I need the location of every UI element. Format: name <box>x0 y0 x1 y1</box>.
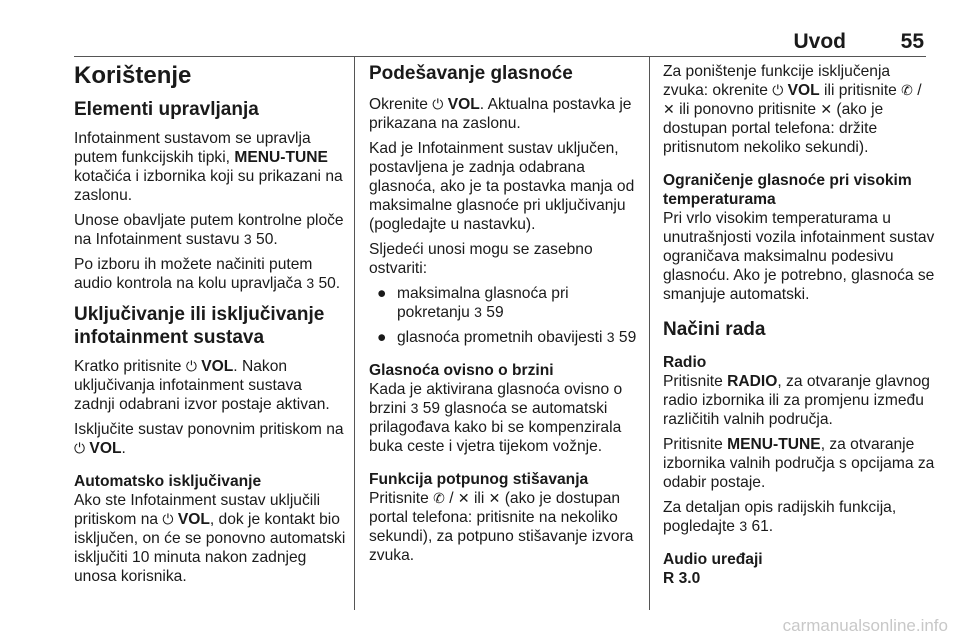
subsection-title-ukljucivanje: Uključivanje ili isključivanje infotainment sustava <box>74 304 325 348</box>
column-divider-1 <box>354 57 355 610</box>
power-icon: ⏻ <box>772 82 784 98</box>
heading-audio: Audio uređaji <box>663 551 763 568</box>
mute-icon: ✕ <box>488 490 501 506</box>
paragraph: Unose obavljate putem kontrolne ploče na Infotainment sustavu 3 50. <box>74 212 344 248</box>
paragraph: Okrenite ⏻ VOL. Aktualna postavka je prikazana na zaslonu. <box>369 96 632 132</box>
list-item: ● glasnoća prometnih obavijesti 3 59 <box>377 329 637 346</box>
paragraph: Kratko pritisnite ⏻ VOL. Nakon uključivanja infotainment sustava zadnji odabrani izvor postaje aktivan. <box>74 358 330 413</box>
paragraph: Isključite sustav ponovnim pritiskom na ⏻ VOL. <box>74 421 344 457</box>
page-header <box>0 30 960 54</box>
heading-stisavanje: Funkcija potpunog stišavanja <box>369 471 589 488</box>
subsection-title-nacini: Načini rada <box>663 319 766 340</box>
paragraph: Po izboru ih možete načiniti putem audio kontrola na kolu upravljača 3 50. <box>74 256 341 292</box>
phone-icon: ✆ <box>901 82 913 98</box>
power-icon: ⏻ <box>162 511 174 527</box>
phone-icon: ✆ <box>433 490 445 506</box>
heading-temperature: Ograničenje glasnoće pri visokim temperaturama <box>663 172 912 208</box>
power-icon: ⏻ <box>74 440 86 456</box>
power-icon: ⏻ <box>185 358 197 374</box>
section-title: Korištenje <box>74 62 192 89</box>
column-3 <box>663 62 935 588</box>
paragraph: Kada je aktivirana glasnoća ovisno o brzini 3 59 glasnoća se automatski prilagođava kako bi se kompenzirala buka ceste i vjetra tijekom vožnje. <box>369 381 623 455</box>
power-icon: ⏻ <box>432 96 444 112</box>
paragraph: Kad je Infotainment sustav uključen, postavljena je zadnja odabrana glasnoća, ako je ta postavka manja od maksimalne glasnoće pri uključivanju (pogledajte u nastavku). <box>369 140 635 233</box>
page-ref-icon: 3 <box>739 518 748 534</box>
paragraph: Za poništenje funkcije isključenja zvuka: okrenite ⏻ VOL ili pritisnite ✆ / ✕ ili ponovno pritisnite ✕ (ako je dostupan portal telefona: držite pritisnutom nekoliko sekundi). <box>663 63 922 156</box>
page-ref-icon: 3 <box>410 400 419 416</box>
page-ref-icon: 3 <box>606 329 615 345</box>
paragraph: Za detaljan opis radijskih funkcija, pogledajte 3 61. <box>663 499 897 535</box>
heading-r30: R 3.0 <box>663 570 701 587</box>
chapter-title: Uvod <box>793 30 846 53</box>
subsection-title-glasnoca: Podešavanje glasnoće <box>369 63 573 84</box>
column-1 <box>74 62 346 592</box>
paragraph: Ako ste Infotainment sustav uključili pritiskom na ⏻ VOL, dok je kontakt bio isključen, on će se ponovno automatski isključiti 10 minuta nakon zadnjeg unosa korisnika. <box>74 492 346 585</box>
page-number: 55 <box>900 30 924 53</box>
mute-icon: ✕ <box>457 490 470 506</box>
paragraph: Infotainment sustavom se upravlja putem funkcijskih tipki, MENU-TUNE kotačića i izbornika koji su prikazani na zaslonu. <box>74 130 343 204</box>
column-2 <box>369 62 641 571</box>
page-ref-icon: 3 <box>243 231 252 247</box>
paragraph: Sljedeći unosi mogu se zasebno ostvariti: <box>369 241 593 277</box>
page-ref-icon: 3 <box>474 304 482 320</box>
list-item: ● maksimalna glasnoća pri pokretanju 3 59 <box>377 285 569 321</box>
header-rule <box>74 56 926 57</box>
mute-icon: ✕ <box>820 101 833 117</box>
heading-brzina: Glasnoća ovisno o brzini <box>369 362 554 379</box>
column-divider-2 <box>649 57 650 610</box>
heading-automatsko: Automatsko isključivanje <box>74 473 262 490</box>
subsection-title-elementi: Elementi upravljanja <box>74 99 259 120</box>
watermark: carmanualsonline.info <box>782 616 948 635</box>
paragraph: Pritisnite ✆ / ✕ ili ✕ (ako je dostupan portal telefona: pritisnite na nekoliko sekundi), za potpuno stišavanje izvora zvuka. <box>369 490 634 564</box>
paragraph: Pritisnite RADIO, za otvaranje glavnog radio izbornika ili za promjenu između različitih valnih područja. <box>663 373 930 428</box>
mute-icon: ✕ <box>663 101 675 117</box>
paragraph: Pritisnite MENU-TUNE, za otvaranje izbornika valnih područja s opcijama za odabir postaje. <box>663 436 935 491</box>
paragraph: Pri vrlo visokim temperaturama u unutrašnjosti vozila infotainment sustav ograničava maksimalnu podesivu glasnoću. Ako je potrebno, glasnoća se smanjuje automatski. <box>663 210 935 303</box>
page-ref-icon: 3 <box>306 275 315 291</box>
heading-radio: Radio <box>663 354 707 371</box>
